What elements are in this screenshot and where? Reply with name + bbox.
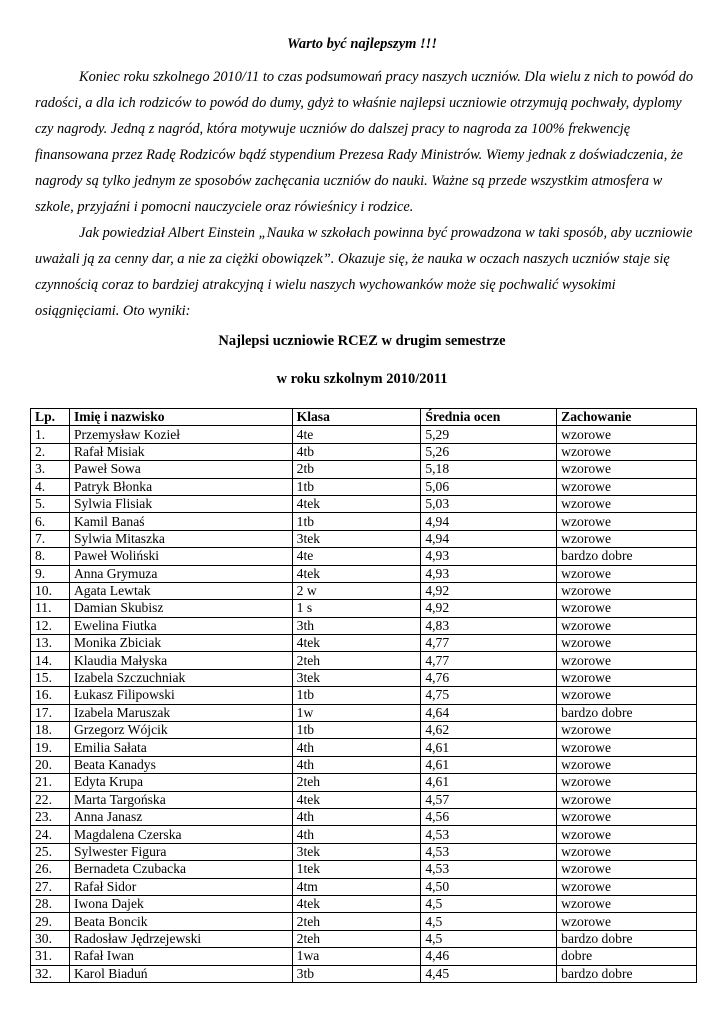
cell-class: 4tek bbox=[292, 495, 421, 512]
cell-average: 4,92 bbox=[421, 600, 557, 617]
cell-class: 2teh bbox=[292, 913, 421, 930]
cell-behaviour: wzorowe bbox=[557, 913, 697, 930]
cell-average: 4,53 bbox=[421, 826, 557, 843]
cell-average: 4,56 bbox=[421, 808, 557, 825]
cell-name: Edyta Krupa bbox=[69, 774, 292, 791]
cell-name: Iwona Dajek bbox=[69, 895, 292, 912]
table-row bbox=[31, 461, 697, 478]
table-row bbox=[31, 495, 697, 512]
table-row bbox=[31, 878, 697, 895]
table-row bbox=[31, 913, 697, 930]
cell-behaviour: wzorowe bbox=[557, 774, 697, 791]
einstein-paragraph bbox=[35, 220, 695, 324]
cell-name: Klaudia Małyska bbox=[69, 652, 292, 669]
cell-class: 2teh bbox=[292, 930, 421, 947]
cell-name: Monika Zbiciak bbox=[69, 635, 292, 652]
cell-behaviour: wzorowe bbox=[557, 617, 697, 634]
cell-behaviour: wzorowe bbox=[557, 478, 697, 495]
cell-class: 2teh bbox=[292, 774, 421, 791]
table-row bbox=[31, 687, 697, 704]
cell-average: 4,94 bbox=[421, 530, 557, 547]
table-row bbox=[31, 513, 697, 530]
cell-lp: 24. bbox=[31, 826, 70, 843]
cell-behaviour: wzorowe bbox=[557, 791, 697, 808]
cell-average: 4,77 bbox=[421, 635, 557, 652]
cell-lp: 15. bbox=[31, 669, 70, 686]
table-row bbox=[31, 791, 697, 808]
cell-average: 4,61 bbox=[421, 756, 557, 773]
cell-average: 5,03 bbox=[421, 495, 557, 512]
cell-lp: 29. bbox=[31, 913, 70, 930]
cell-class: 4th bbox=[292, 808, 421, 825]
table-body bbox=[31, 426, 697, 983]
cell-name: Radosław Jędrzejewski bbox=[69, 930, 292, 947]
cell-average: 4,46 bbox=[421, 948, 557, 965]
cell-average: 4,57 bbox=[421, 791, 557, 808]
cell-class: 3tek bbox=[292, 843, 421, 860]
cell-name: Grzegorz Wójcik bbox=[69, 722, 292, 739]
cell-lp: 1. bbox=[31, 426, 70, 443]
cell-class: 4te bbox=[292, 426, 421, 443]
cell-class: 4tek bbox=[292, 791, 421, 808]
cell-lp: 16. bbox=[31, 687, 70, 704]
cell-behaviour: bardzo dobre bbox=[557, 548, 697, 565]
cell-class: 3tek bbox=[292, 530, 421, 547]
cell-name: Marta Targońska bbox=[69, 791, 292, 808]
table-row bbox=[31, 930, 697, 947]
cell-class: 1wa bbox=[292, 948, 421, 965]
cell-behaviour: wzorowe bbox=[557, 843, 697, 860]
cell-behaviour: wzorowe bbox=[557, 461, 697, 478]
cell-lp: 22. bbox=[31, 791, 70, 808]
cell-lp: 21. bbox=[31, 774, 70, 791]
cell-average: 4,53 bbox=[421, 843, 557, 860]
cell-behaviour: wzorowe bbox=[557, 652, 697, 669]
cell-behaviour: wzorowe bbox=[557, 600, 697, 617]
cell-behaviour: wzorowe bbox=[557, 530, 697, 547]
cell-average: 4,53 bbox=[421, 861, 557, 878]
cell-name: Karol Biaduń bbox=[69, 965, 292, 982]
table-row bbox=[31, 722, 697, 739]
table-heading-line-1: Najlepsi uczniowie RCEZ w drugim semestrze bbox=[218, 333, 506, 349]
cell-behaviour: wzorowe bbox=[557, 635, 697, 652]
cell-behaviour: wzorowe bbox=[557, 739, 697, 756]
cell-average: 4,61 bbox=[421, 774, 557, 791]
table-header-row bbox=[31, 409, 697, 426]
cell-name: Izabela Szczuchniak bbox=[69, 669, 292, 686]
cell-average: 4,64 bbox=[421, 704, 557, 721]
cell-behaviour: wzorowe bbox=[557, 895, 697, 912]
cell-lp: 28. bbox=[31, 895, 70, 912]
cell-name: Łukasz Filipowski bbox=[69, 687, 292, 704]
cell-class: 4th bbox=[292, 739, 421, 756]
cell-behaviour: wzorowe bbox=[557, 687, 697, 704]
cell-average: 4,5 bbox=[421, 930, 557, 947]
cell-lp: 30. bbox=[31, 930, 70, 947]
cell-class: 3th bbox=[292, 617, 421, 634]
cell-name: Kamil Banaś bbox=[69, 513, 292, 530]
cell-behaviour: wzorowe bbox=[557, 861, 697, 878]
cell-average: 4,5 bbox=[421, 895, 557, 912]
cell-average: 5,26 bbox=[421, 443, 557, 460]
cell-behaviour: bardzo dobre bbox=[557, 704, 697, 721]
table-row bbox=[31, 443, 697, 460]
table-row bbox=[31, 548, 697, 565]
table-row bbox=[31, 635, 697, 652]
cell-lp: 4. bbox=[31, 478, 70, 495]
header-behaviour: Zachowanie bbox=[557, 409, 697, 426]
table-row bbox=[31, 704, 697, 721]
cell-lp: 13. bbox=[31, 635, 70, 652]
cell-lp: 31. bbox=[31, 948, 70, 965]
cell-class: 1tb bbox=[292, 722, 421, 739]
cell-lp: 27. bbox=[31, 878, 70, 895]
cell-lp: 25. bbox=[31, 843, 70, 860]
table-row bbox=[31, 895, 697, 912]
cell-name: Izabela Maruszak bbox=[69, 704, 292, 721]
header-average: Średnia ocen bbox=[421, 409, 557, 426]
cell-behaviour: bardzo dobre bbox=[557, 965, 697, 982]
cell-lp: 18. bbox=[31, 722, 70, 739]
cell-name: Bernadeta Czubacka bbox=[69, 861, 292, 878]
cell-class: 1tek bbox=[292, 861, 421, 878]
table-row bbox=[31, 565, 697, 582]
cell-class: 1tb bbox=[292, 687, 421, 704]
cell-behaviour: wzorowe bbox=[557, 808, 697, 825]
cell-behaviour: wzorowe bbox=[557, 565, 697, 582]
cell-name: Agata Lewtak bbox=[69, 582, 292, 599]
cell-class: 1tb bbox=[292, 478, 421, 495]
cell-lp: 2. bbox=[31, 443, 70, 460]
cell-lp: 17. bbox=[31, 704, 70, 721]
cell-class: 1w bbox=[292, 704, 421, 721]
cell-lp: 5. bbox=[31, 495, 70, 512]
table-row bbox=[31, 826, 697, 843]
cell-name: Sylwester Figura bbox=[69, 843, 292, 860]
table-row bbox=[31, 843, 697, 860]
cell-behaviour: wzorowe bbox=[557, 826, 697, 843]
cell-lp: 23. bbox=[31, 808, 70, 825]
page-title: Warto być najlepszym !!! bbox=[287, 36, 437, 52]
table-row bbox=[31, 426, 697, 443]
cell-behaviour: wzorowe bbox=[557, 878, 697, 895]
cell-behaviour: wzorowe bbox=[557, 582, 697, 599]
cell-average: 4,75 bbox=[421, 687, 557, 704]
cell-name: Rafał Sidor bbox=[69, 878, 292, 895]
cell-lp: 8. bbox=[31, 548, 70, 565]
table-row bbox=[31, 965, 697, 982]
cell-average: 4,5 bbox=[421, 913, 557, 930]
cell-average: 4,76 bbox=[421, 669, 557, 686]
cell-behaviour: bardzo dobre bbox=[557, 930, 697, 947]
cell-behaviour: wzorowe bbox=[557, 426, 697, 443]
cell-name: Paweł Woliński bbox=[69, 548, 292, 565]
cell-average: 4,50 bbox=[421, 878, 557, 895]
cell-name: Beata Kanadys bbox=[69, 756, 292, 773]
cell-name: Paweł Sowa bbox=[69, 461, 292, 478]
cell-lp: 14. bbox=[31, 652, 70, 669]
table-row bbox=[31, 530, 697, 547]
table-row bbox=[31, 739, 697, 756]
cell-behaviour: dobre bbox=[557, 948, 697, 965]
cell-class: 4tek bbox=[292, 895, 421, 912]
cell-lp: 26. bbox=[31, 861, 70, 878]
cell-name: Damian Skubisz bbox=[69, 600, 292, 617]
cell-name: Beata Boncik bbox=[69, 913, 292, 930]
cell-name: Przemysław Kozieł bbox=[69, 426, 292, 443]
cell-average: 4,93 bbox=[421, 548, 557, 565]
cell-class: 2teh bbox=[292, 652, 421, 669]
cell-class: 4tek bbox=[292, 565, 421, 582]
einstein-paragraph-text: Jak powiedział Albert Einstein „Nauka w szkołach powinna być prowadzona w taki sposób, aby uczniowie uważali ją za cenny dar, a nie za ciężki obowiązek”. Okazuje się, że nauka w oczach naszych uczniów staje się czynnością coraz to bardziej atrakcyjną i wielu naszych wychowanków może się pochwalić wysokimi osiągnięciami. Oto wyniki: bbox=[35, 225, 693, 319]
cell-class: 4tb bbox=[292, 443, 421, 460]
table-row bbox=[31, 808, 697, 825]
cell-class: 4th bbox=[292, 756, 421, 773]
cell-lp: 6. bbox=[31, 513, 70, 530]
cell-behaviour: wzorowe bbox=[557, 756, 697, 773]
cell-behaviour: wzorowe bbox=[557, 722, 697, 739]
table-row bbox=[31, 582, 697, 599]
cell-name: Emilia Sałata bbox=[69, 739, 292, 756]
header-lp: Lp. bbox=[31, 409, 70, 426]
cell-behaviour: wzorowe bbox=[557, 669, 697, 686]
cell-class: 3tb bbox=[292, 965, 421, 982]
cell-average: 4,62 bbox=[421, 722, 557, 739]
cell-average: 4,83 bbox=[421, 617, 557, 634]
header-class: Klasa bbox=[292, 409, 421, 426]
cell-class: 1 s bbox=[292, 600, 421, 617]
cell-average: 5,29 bbox=[421, 426, 557, 443]
table-row bbox=[31, 652, 697, 669]
cell-lp: 11. bbox=[31, 600, 70, 617]
table-heading-line-2: w roku szkolnym 2010/2011 bbox=[276, 371, 448, 387]
cell-average: 4,92 bbox=[421, 582, 557, 599]
cell-lp: 10. bbox=[31, 582, 70, 599]
table-row bbox=[31, 756, 697, 773]
table-row bbox=[31, 669, 697, 686]
cell-lp: 19. bbox=[31, 739, 70, 756]
cell-class: 2 w bbox=[292, 582, 421, 599]
cell-lp: 3. bbox=[31, 461, 70, 478]
cell-average: 4,93 bbox=[421, 565, 557, 582]
cell-class: 4tm bbox=[292, 878, 421, 895]
cell-lp: 20. bbox=[31, 756, 70, 773]
header-name: Imię i nazwisko bbox=[69, 409, 292, 426]
cell-behaviour: wzorowe bbox=[557, 495, 697, 512]
table-row bbox=[31, 861, 697, 878]
cell-lp: 32. bbox=[31, 965, 70, 982]
intro-paragraph bbox=[35, 64, 695, 220]
cell-name: Anna Janasz bbox=[69, 808, 292, 825]
cell-lp: 12. bbox=[31, 617, 70, 634]
cell-behaviour: wzorowe bbox=[557, 513, 697, 530]
table-row bbox=[31, 774, 697, 791]
cell-name: Ewelina Fiutka bbox=[69, 617, 292, 634]
cell-class: 2tb bbox=[292, 461, 421, 478]
cell-behaviour: wzorowe bbox=[557, 443, 697, 460]
cell-name: Sylwia Flisiak bbox=[69, 495, 292, 512]
cell-class: 4te bbox=[292, 548, 421, 565]
cell-name: Rafał Iwan bbox=[69, 948, 292, 965]
cell-average: 5,18 bbox=[421, 461, 557, 478]
cell-name: Patryk Błonka bbox=[69, 478, 292, 495]
cell-class: 4th bbox=[292, 826, 421, 843]
cell-average: 4,77 bbox=[421, 652, 557, 669]
table-row bbox=[31, 478, 697, 495]
cell-average: 4,61 bbox=[421, 739, 557, 756]
cell-average: 5,06 bbox=[421, 478, 557, 495]
cell-name: Anna Grymuza bbox=[69, 565, 292, 582]
table-row bbox=[31, 600, 697, 617]
table-row bbox=[31, 948, 697, 965]
cell-name: Rafał Misiak bbox=[69, 443, 292, 460]
intro-paragraph-text: Koniec roku szkolnego 2010/11 to czas podsumowań pracy naszych uczniów. Dla wielu z nich to powód do radości, a dla ich rodziców to powód do dumy, gdyż to właśnie najlepsi uczniowie otrzymują pochwały, dyplomy czy nagrody. Jedną z nagród, która motywuje uczniów do dalszej pracy to nagroda za 100% frekwencję finansowana przez Radę Rodziców bądź stypendium Prezesa Rady Ministrów. Wiemy jednak z doświadczenia, że nagrody są tylko jednym ze sposobów zachęcania uczniów do nauki. Ważne są przede wszystkim atmosfera w szkole, przyjaźni i pomocni nauczyciele oraz rówieśnicy i rodzice. bbox=[35, 69, 694, 215]
table-row bbox=[31, 617, 697, 634]
cell-lp: 9. bbox=[31, 565, 70, 582]
cell-average: 4,94 bbox=[421, 513, 557, 530]
cell-name: Sylwia Mitaszka bbox=[69, 530, 292, 547]
cell-class: 4tek bbox=[292, 635, 421, 652]
cell-name: Magdalena Czerska bbox=[69, 826, 292, 843]
cell-average: 4,45 bbox=[421, 965, 557, 982]
cell-lp: 7. bbox=[31, 530, 70, 547]
cell-class: 3tek bbox=[292, 669, 421, 686]
results-table bbox=[30, 408, 697, 983]
cell-class: 1tb bbox=[292, 513, 421, 530]
